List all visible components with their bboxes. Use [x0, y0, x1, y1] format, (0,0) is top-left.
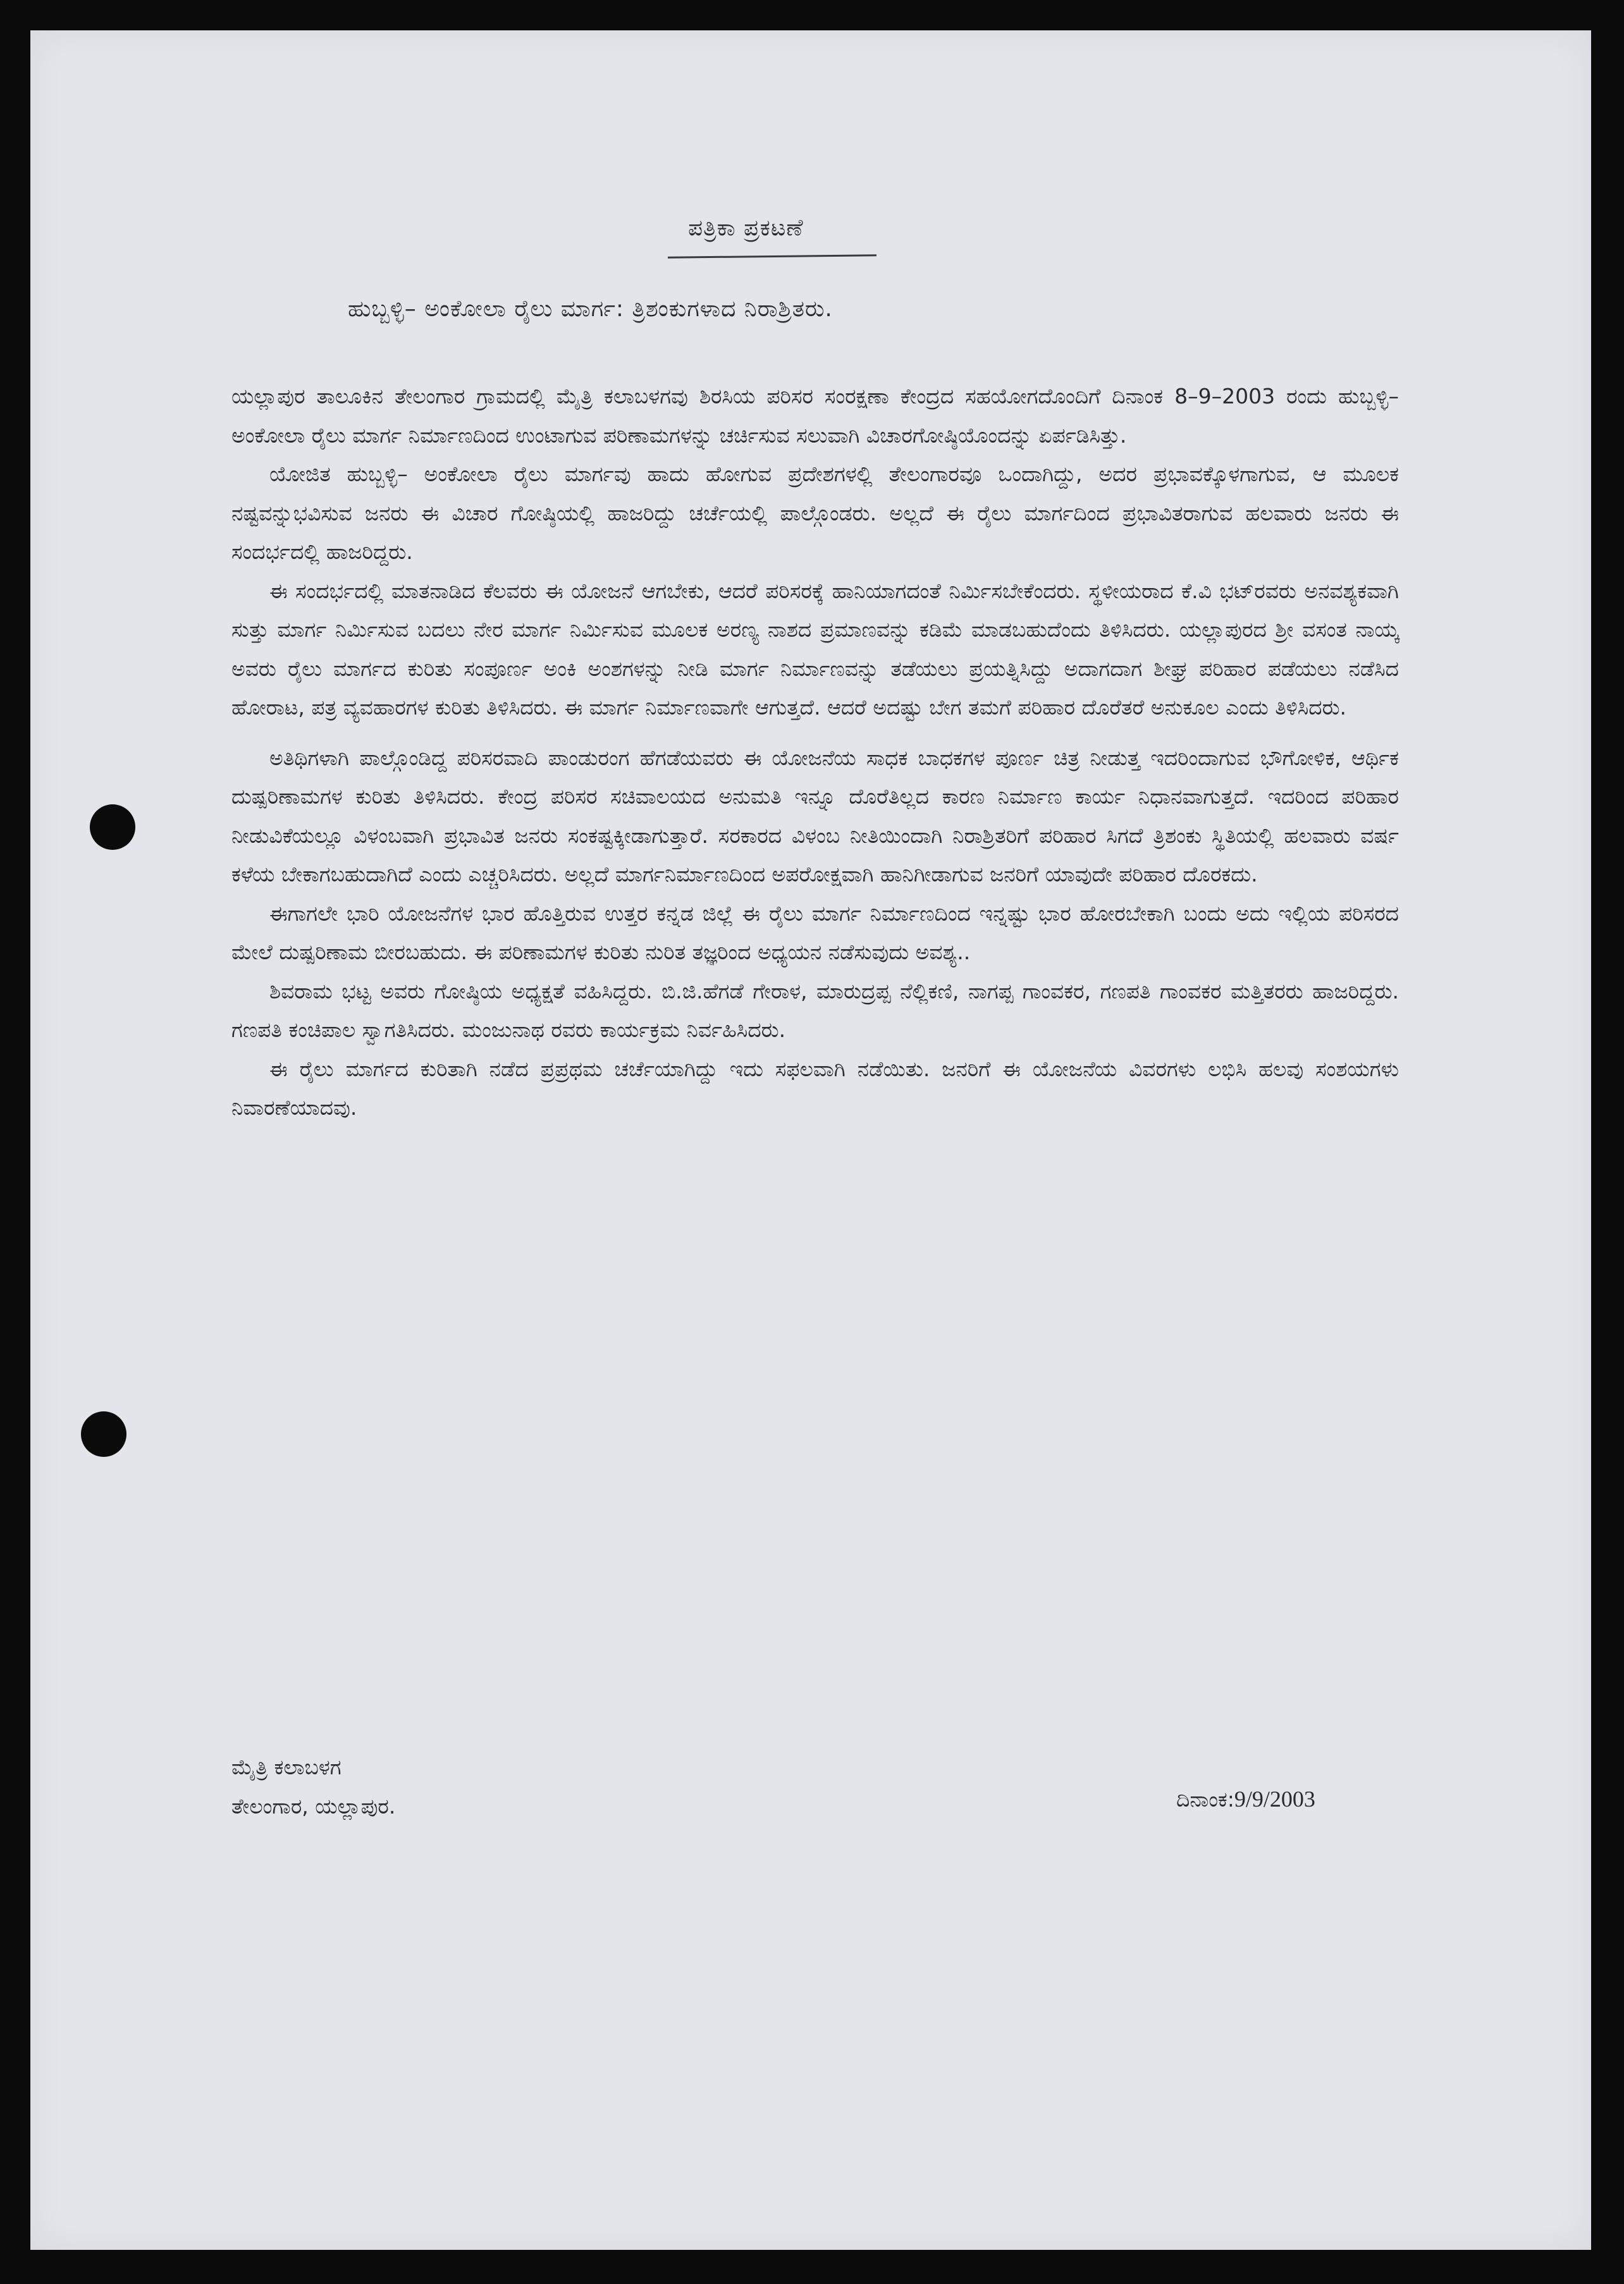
document-date: [1176, 1786, 1315, 1812]
paragraph-3: ಈ ಸಂದರ್ಭದಲ್ಲಿ ಮಾತನಾಡಿದ ಕೆಲವರು ಈ ಯೋಜನೆ ಆಗಬೇಕು, ಆದರೆ ಪರಿಸರಕ್ಕೆ ಹಾನಿಯಾಗದಂತೆ ನಿರ್ಮಿಸಬೇಕೆಂದರು. ಸ್ಥಳೀಯರಾದ ಕೆ.ವಿ ಭಟ್‌ರವರು ಅನವಶ್ಯಕವಾಗಿ ಸುತ್ತು ಮಾರ್ಗ ನಿರ್ಮಿಸುವ ಬದಲು ನೇರ ಮಾರ್ಗ ನಿರ್ಮಿಸುವ ಮೂಲಕ ಅರಣ್ಯ ನಾಶದ ಪ್ರಮಾಣವನ್ನು ಕಡಿಮೆ ಮಾಡಬಹುದೆಂದು ತಿಳಿಸಿದರು. ಯಲ್ಲಾಪುರದ ಶ್ರೀ ವಸಂತ ನಾಯ್ಕ ಅವರು ರೈಲು ಮಾರ್ಗದ ಕುರಿತು ಸಂಪೂರ್ಣ ಅಂಕಿ ಅಂಶಗಳನ್ನು ನೀಡಿ ಮಾರ್ಗ ನಿರ್ಮಾಣವನ್ನು ತಡೆಯಲು ಪ್ರಯತ್ನಿಸಿದ್ದು ಅದಾಗದಾಗ ಶೀಘ್ರ ಪರಿಹಾರ ಪಡೆಯಲು ನಡೆಸಿದ ಹೋರಾಟ, ಪತ್ರ ವ್ಯವಹಾರಗಳ ಕುರಿತು ತಿಳಿಸಿದರು. ಈ ಮಾರ್ಗ ನಿರ್ಮಾಣವಾಗೇ ಆಗುತ್ತದೆ. ಆದರೆ ಅದಷ್ಟು ಬೇಗ ತಮಗೆ ಪರಿಹಾರ ದೊರೆತರೆ ಅನುಕೂಲ ಎಂದು ತಿಳಿಸಿದರು.: [231, 578, 1399, 720]
paragraph-4: ಅತಿಥಿಗಳಾಗಿ ಪಾಲ್ಗೊಂಡಿದ್ದ ಪರಿಸರವಾದಿ ಪಾಂಡುರಂಗ ಹೆಗಡೆಯವರು ಈ ಯೋಜನೆಯ ಸಾಧಕ ಬಾಧಕಗಳ ಪೂರ್ಣ ಚಿತ್ರ ನೀಡುತ್ತ ಇದರಿಂದಾಗುವ ಭೌಗೋಳಿಕ, ಆರ್ಥಿಕ ದುಷ್ಪರಿಣಾಮಗಳ ಕುರಿತು ತಿಳಿಸಿದರು. ಕೇಂದ್ರ ಪರಿಸರ ಸಚಿವಾಲಯದ ಅನುಮತಿ ಇನ್ನೂ ದೊರೆತಿಲ್ಲದ ಕಾರಣ ನಿರ್ಮಾಣ ಕಾರ್ಯ ನಿಧಾನವಾಗುತ್ತದೆ. ಇದರಿಂದ ಪರಿಹಾರ ನೀಡುವಿಕೆಯಲ್ಲೂ ವಿಳಂಬವಾಗಿ ಪ್ರಭಾವಿತ ಜನರು ಸಂಕಷ್ಟಕ್ಕೀಡಾಗುತ್ತಾರೆ. ಸರಕಾರದ ವಿಳಂಬ ನೀತಿಯಿಂದಾಗಿ ನಿರಾಶ್ರಿತರಿಗೆ ಪರಿಹಾರ ಸಿಗದೆ ತ್ರಿಶಂಕು ಸ್ಥಿತಿಯಲ್ಲಿ ಹಲವಾರು ವರ್ಷ ಕಳೆಯ ಬೇಕಾಗಬಹುದಾಗಿದೆ ಎಂದು ಎಚ್ಚರಿಸಿದರು. ಅಲ್ಲದೆ ಮಾರ್ಗನಿರ್ಮಾಣದಿಂದ ಅಪರೋಕ್ಷವಾಗಿ ಹಾನಿಗೀಡಾಗುವ ಜನರಿಗೆ ಯಾವುದೇ ಪರಿಹಾರ ದೊರಕದು.: [231, 745, 1399, 887]
signature-place: ತೇಲಂಗಾರ, ಯಲ್ಲಾಪುರ.: [231, 1794, 396, 1819]
document-page: [30, 30, 1591, 2250]
paragraph-6: ಶಿವರಾಮ ಭಟ್ಟ ಅವರು ಗೋಷ್ಠಿಯ ಅಧ್ಯಕ್ಷತೆ ವಹಿಸಿದ್ದರು. ಬಿ.ಜಿ.ಹೆಗಡೆ ಗೇರಾಳ, ಮಾರುದ್ರಪ್ಪ ನೆಲ್ಲಿಕಣಿ, ನಾಗಪ್ಪ ಗಾಂವಕರ, ಗಣಪತಿ ಗಾಂವಕರ ಮತ್ತಿತರರು ಹಾಜರಿದ್ದರು. ಗಣಪತಿ ಕಂಚಿಪಾಲ ಸ್ವಾಗತಿಸಿದರು. ಮಂಜುನಾಥ ರವರು ಕಾರ್ಯಕ್ರಮ ನಿರ್ವಹಿಸಿದರು.: [231, 978, 1399, 1042]
signature-block: [231, 1748, 395, 1826]
punch-hole: [81, 1411, 126, 1457]
paragraph-5: ಈಗಾಗಲೇ ಭಾರಿ ಯೋಜನೆಗಳ ಭಾರ ಹೊತ್ತಿರುವ ಉತ್ತರ ಕನ್ನಡ ಜಿಲ್ಲೆ ಈ ರೈಲು ಮಾರ್ಗ ನಿರ್ಮಾಣದಿಂದ ಇನ್ನಷ್ಟು ಭಾರ ಹೋರಬೇಕಾಗಿ ಬಂದು ಅದು ಇಲ್ಲಿಯ ಪರಿಸರದ ಮೇಲೆ ದುಷ್ಪರಿಣಾಮ ಬೀರಬಹುದು. ಈ ಪರಿಣಾಮಗಳ ಕುರಿತು ನುರಿತ ತಜ್ಞರಿಂದ ಅಧ್ಯಯನ ನಡೆಸುವುದು ಅವಶ್ಯ..: [231, 900, 1399, 964]
signature-org: ಮೈತ್ರಿ ಕಲಾಬಳಗ: [231, 1755, 341, 1779]
paragraph-2: ಯೋಜಿತ ಹುಬ್ಬಳ್ಳಿ– ಅಂಕೋಲಾ ರೈಲು ಮಾರ್ಗವು ಹಾದು ಹೋಗುವ ಪ್ರದೇಶಗಳಲ್ಲಿ ತೇಲಂಗಾರವೂ ಒಂದಾಗಿದ್ದು, ಅದರ ಪ್ರಭಾವಕ್ಕೊಳಗಾಗುವ, ಆ ಮೂಲಕ ನಷ್ಟವನ್ನುಭವಿಸುವ ಜನರು ಈ ವಿಚಾರ ಗೋಷ್ಠಿಯಲ್ಲಿ ಹಾಜರಿದ್ದು ಚರ್ಚೆಯಲ್ಲಿ ಪಾಲ್ಗೊಂಡರು. ಅಲ್ಲದೆ ಈ ರೈಲು ಮಾರ್ಗದಿಂದ ಪ್ರಭಾವಿತರಾಗುವ ಹಲವಾರು ಜನರು ಈ ಸಂದರ್ಭದಲ್ಲಿ ಹಾಜರಿದ್ದರು.: [231, 462, 1399, 564]
document-body: [231, 377, 1399, 1127]
document-subtitle: ಹುಬ್ಬಳ್ಳಿ– ಅಂಕೋಲಾ ರೈಲು ಮಾರ್ಗ: ತ್ರಿಶಂಕುಗಳಾದ ನಿರಾಶ್ರಿತರು.: [348, 296, 833, 322]
date-label: ದಿನಾಂಕ:: [1176, 1787, 1234, 1812]
paragraph-1: ಯಲ್ಲಾಪುರ ತಾಲೂಕಿನ ತೇಲಂಗಾರ ಗ್ರಾಮದಲ್ಲಿ ಮೈತ್ರಿ ಕಲಾಬಳಗವು ಶಿರಸಿಯ ಪರಿಸರ ಸಂರಕ್ಷಣಾ ಕೇಂದ್ರದ ಸಹಯೋಗದೊಂದಿಗೆ ದಿನಾಂಕ 8–9–2003 ರಂದು ಹುಬ್ಬಳ್ಳಿ– ಅಂಕೋಲಾ ರೈಲು ಮಾರ್ಗ ನಿರ್ಮಾಣದಿಂದ ಉಂಟಾಗುವ ಪರಿಣಾಮಗಳನ್ನು ಚರ್ಚಿಸುವ ಸಲುವಾಗಿ ವಿಚಾರಗೋಷ್ಠಿಯೊಂದನ್ನು ಏರ್ಪಡಿಸಿತ್ತು.: [231, 384, 1399, 448]
paragraph-7: ಈ ರೈಲು ಮಾರ್ಗದ ಕುರಿತಾಗಿ ನಡೆದ ಪ್ರಪ್ರಥಮ ಚರ್ಚೆಯಾಗಿದ್ದು ಇದು ಸಫಲವಾಗಿ ನಡೆಯಿತು. ಜನರಿಗೆ ಈ ಯೋಜನೆಯ ವಿವರಗಳು ಲಭಿಸಿ ಹಲವು ಸಂಶಯಗಳು ನಿವಾರಣೆಯಾದವು.: [231, 1056, 1399, 1120]
title-underline: [668, 254, 877, 258]
punch-hole: [90, 804, 135, 850]
date-value: 9/9/2003: [1234, 1786, 1315, 1812]
document-title: ಪತ್ರಿಕಾ ಪ್ರಕಟಣೆ: [688, 215, 804, 241]
